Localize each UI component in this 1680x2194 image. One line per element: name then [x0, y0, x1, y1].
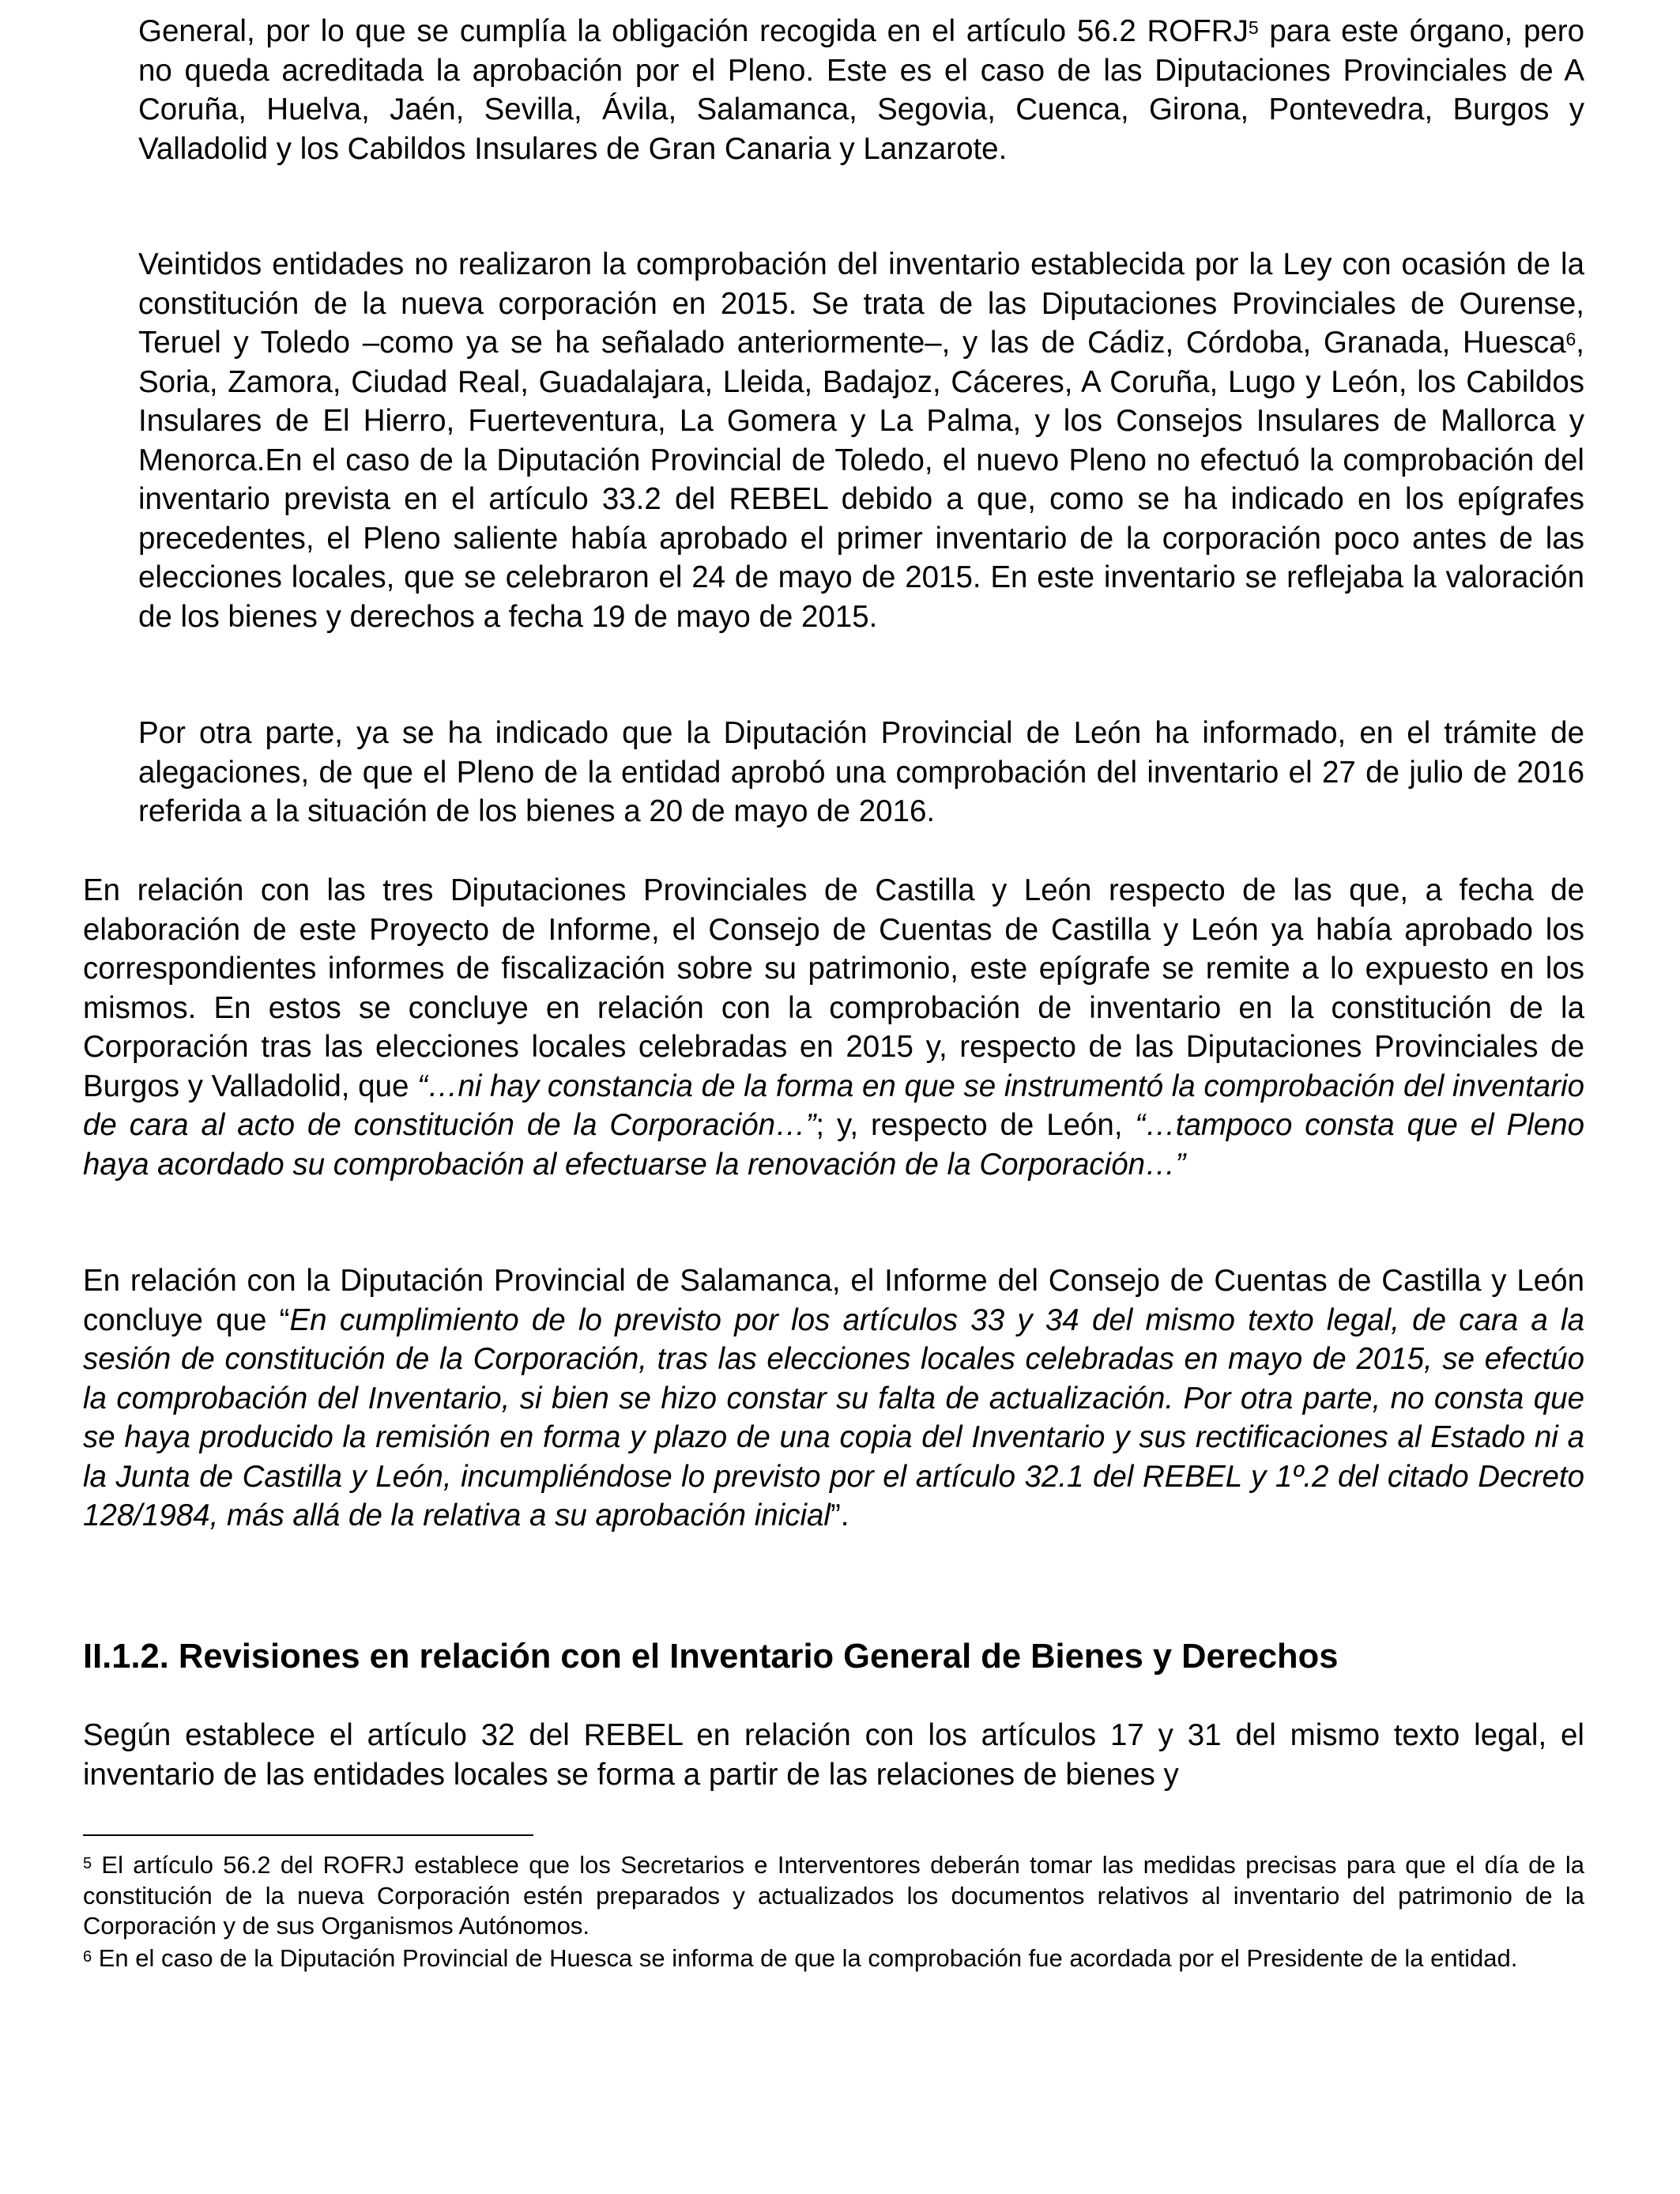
paragraph-1-text-a: General, por lo que se cumplía la obligación recogida en el artículo 56.2 ROFRJ	[138, 14, 1249, 48]
paragraph-3: Por otra parte, ya se ha indicado que la Diputación Provincial de León ha informado, en el trámite de alegaciones, de que el Pleno de la entidad aprobó una comprobación del inventario el 27 de julio de 2016 referida a la situación de los bienes a 20 de mayo de 2016.	[138, 716, 1584, 828]
paragraph-1	[138, 12, 1584, 168]
footnote-ref-5[interactable]: 5	[1248, 17, 1259, 38]
footnote-5	[83, 1850, 1584, 1942]
paragraph-5-quote: En cumplimiento de lo previsto por los artículos 33 y 34 del mismo texto legal, de cara a la sesión de constitución de la Corporación, tras las elecciones locales celebradas en mayo de 2015, se efectúo la comprobación del Inventario, si bien se hizo constar su falta de actualización. Por otra parte, no consta que se haya producido la remisión en forma y plazo de una copia del Inventario y sus rectificaciones al Estado ni a la Junta de Castilla y León, incumpliéndose lo previsto por el artículo 32.1 del REBEL y 1º.2 del citado Decreto 128/1984, más allá de la relativa a su aprobación inicial	[83, 1302, 1584, 1532]
footnote-ref-6[interactable]: 6	[1565, 329, 1576, 349]
paragraph-5-text-a: En relación con la Diputación Provincial de Salamanca, el Informe del Consejo de Cuentas de Castilla y León concluye que “	[83, 1264, 1584, 1337]
paragraph-5-text-b: ”.	[830, 1498, 849, 1532]
paragraph-2-text-a: Veintidos entidades no realizaron la comprobación del inventario establecida por la Ley con ocasión de la constitución de la nueva corporación en 2015. Se trata de las Diputaciones Provinciales de Ourense, Teruel y Toledo –como ya se ha señalado anteriormente–, y las de Cádiz, Córdoba, Granada, Huesca	[138, 247, 1584, 360]
paragraph-2	[138, 245, 1584, 636]
paragraph-6: Según establece el artículo 32 del REBEL en relación con los artículos 17 y 31 del mismo texto legal, el inventario de las entidades locales se forma a partir de las relaciones de bienes y	[83, 1718, 1584, 1792]
paragraph-4-quote-1: “…ni hay constancia de la forma en que se instrumentó la comprobación del inventario de cara al acto de constitución de la Corporación…”	[83, 1069, 1584, 1142]
paragraph-4-quote-2: “…tampoco consta que el Pleno haya acordado su comprobación al efectuarse la renovación de la Corporación…”	[83, 1108, 1585, 1182]
footnote-6	[83, 1943, 1584, 1974]
paragraph-1-text-b: para este órgano, pero no queda acreditada la aprobación por el Pleno. Este es el caso de las Diputaciones Provinciales de A Coruña, Huelva, Jaén, Sevilla, Ávila, Salamanca, Segovia, Cuenca, Girona, Pontevedra, Burgos y Valladolid y los Cabildos Insulares de Gran Canaria y Lanzarote.	[138, 14, 1585, 166]
section-heading: II.1.2. Revisiones en relación con el Inventario General de Bienes y Derechos	[83, 1638, 1339, 1676]
paragraph-5	[83, 1261, 1584, 1536]
footnote-5-mark: 5	[83, 1855, 92, 1872]
footnote-5-text: El artículo 56.2 del ROFRJ establece que los Secretarios e Interventores deberán tomar las medidas precisas para que el día de la constitución de la nueva Corporación estén preparados y actualizados los documentos relativos al inventario del patrimonio de la Corporación y de sus Organismos Autónomos.	[83, 1851, 1584, 1940]
footnote-separator	[83, 1834, 533, 1836]
footnote-6-mark: 6	[83, 1948, 92, 1966]
footnote-6-text: En el caso de la Diputación Provincial de Huesca se informa de que la comprobación fue acordada por el Presidente de la entidad.	[92, 1944, 1518, 1972]
paragraph-4-text-a: En relación con las tres Diputaciones Provinciales de Castilla y León respecto de las que, a fecha de elaboración de este Proyecto de Informe, el Consejo de Cuentas de Castilla y León ya había aprobado los correspondientes informes de fiscalización sobre su patrimonio, este epígrafe se remite a lo expuesto en los mismos. En estos se concluye en relación con la comprobación de inventario en la constitución de la Corporación tras las elecciones locales celebradas en 2015 y, respecto de las Diputaciones Provinciales de Burgos y Valladolid, que	[83, 873, 1584, 1103]
paragraph-4-text-b: ; y, respecto de León,	[816, 1108, 1136, 1142]
paragraph-2-text-b: , Soria, Zamora, Ciudad Real, Guadalajara, Lleida, Badajoz, Cáceres, A Coruña, Lugo y León, los Cabildos Insulares de El Hierro, Fuerteventura, La Gomera y La Palma, y los Consejos Insulares de Mallorca y Menorca.En el caso de la Diputación Provincial de Toledo, el nuevo Pleno no efectuó la comprobación del inventario prevista en el artículo 33.2 del REBEL debido a que, como se ha indicado en los epígrafes precedentes, el Pleno saliente había aprobado el primer inventario de la corporación poco antes de las elecciones locales, que se celebraron el 24 de mayo de 2015. En este inventario se reflejaba la valoración de los bienes y derechos a fecha 19 de mayo de 2015.	[138, 326, 1584, 634]
paragraph-4	[83, 871, 1584, 1184]
